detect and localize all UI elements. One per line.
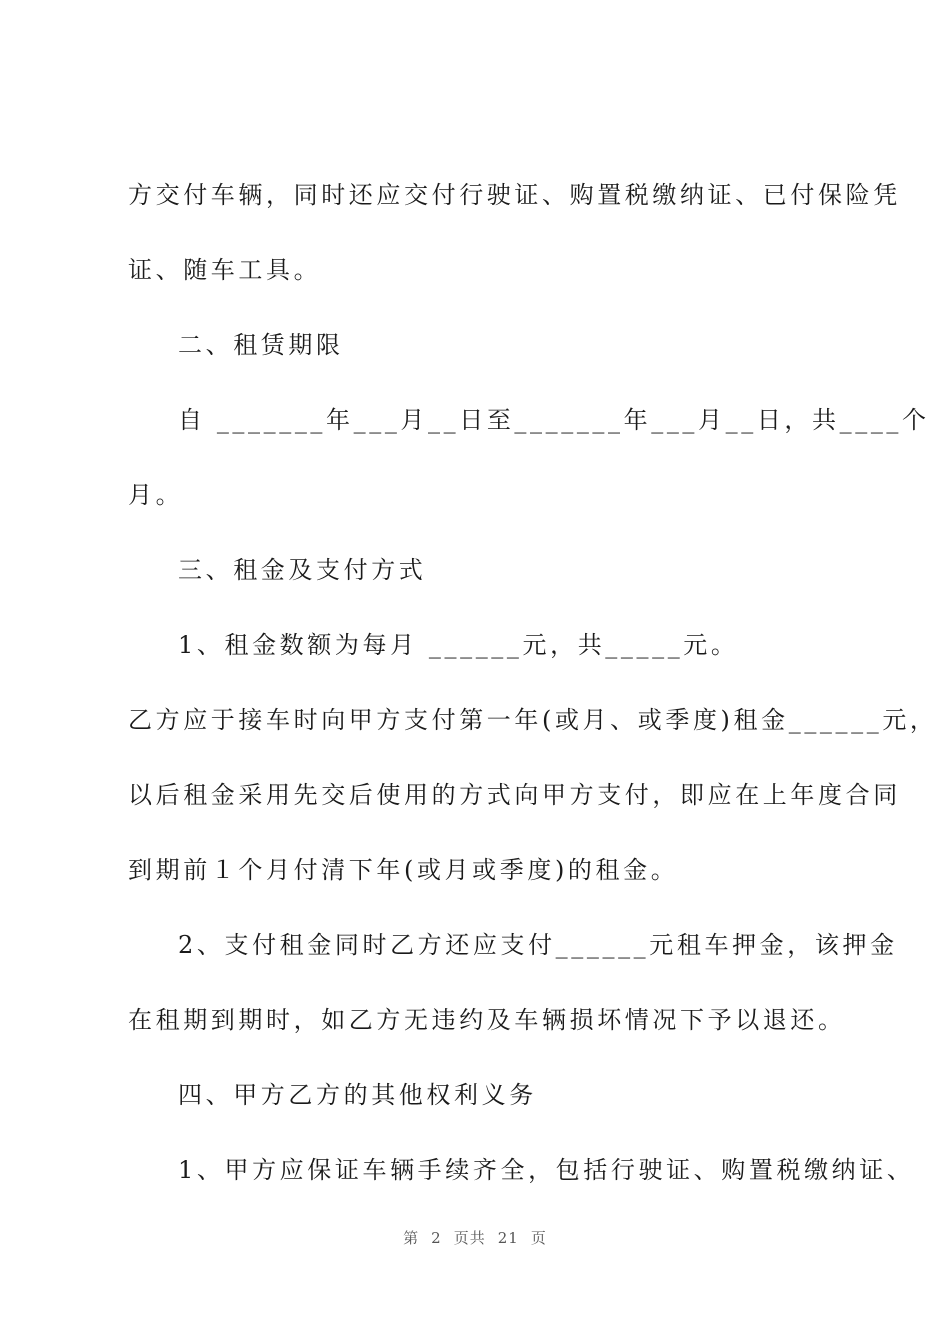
footer-middle: 页共 xyxy=(453,1229,486,1247)
footer-total-pages: 21 xyxy=(497,1229,519,1247)
body-line-deposit: 2、支付租金同时乙方还应支付______元租车押金，该押金 xyxy=(178,931,898,959)
body-line-payment-method: 以后租金采用先交后使用的方式向甲方支付，即应在上年度合同 xyxy=(128,781,901,809)
section-heading-4: 四、甲方乙方的其他权利义务 xyxy=(178,1081,537,1109)
page-footer xyxy=(0,1228,950,1248)
body-line-1: 方交付车辆，同时还应交付行驶证、购置税缴纳证、已付保险凭 xyxy=(128,181,901,209)
body-line-first-payment: 乙方应于接车时向甲方支付第一年(或月、或季度)租金______元， xyxy=(128,706,938,734)
footer-current-page: 2 xyxy=(431,1229,442,1247)
body-line-lease-period-cont: 月。 xyxy=(128,481,184,509)
footer-suffix: 页 xyxy=(530,1229,547,1247)
body-line-rent-amount: 1、租金数额为每月 ______元，共_____元。 xyxy=(178,631,739,659)
body-line-2: 证、随车工具。 xyxy=(128,256,322,284)
section-heading-3: 三、租金及支付方式 xyxy=(178,556,427,584)
body-line-lease-period: 自 _______年___月__日至_______年___月__日，共____个 xyxy=(178,406,930,434)
body-line-party-a-duty: 1、甲方应保证车辆手续齐全，包括行驶证、购置税缴纳证、 xyxy=(178,1156,915,1184)
footer-prefix: 第 xyxy=(403,1229,420,1247)
body-line-deposit-refund: 在租期到期时，如乙方无违约及车辆损坏情况下予以退还。 xyxy=(128,1006,846,1034)
body-line-payment-deadline: 到期前１个月付清下年(或月或季度)的租金。 xyxy=(128,856,679,884)
section-heading-2: 二、租赁期限 xyxy=(178,331,344,359)
